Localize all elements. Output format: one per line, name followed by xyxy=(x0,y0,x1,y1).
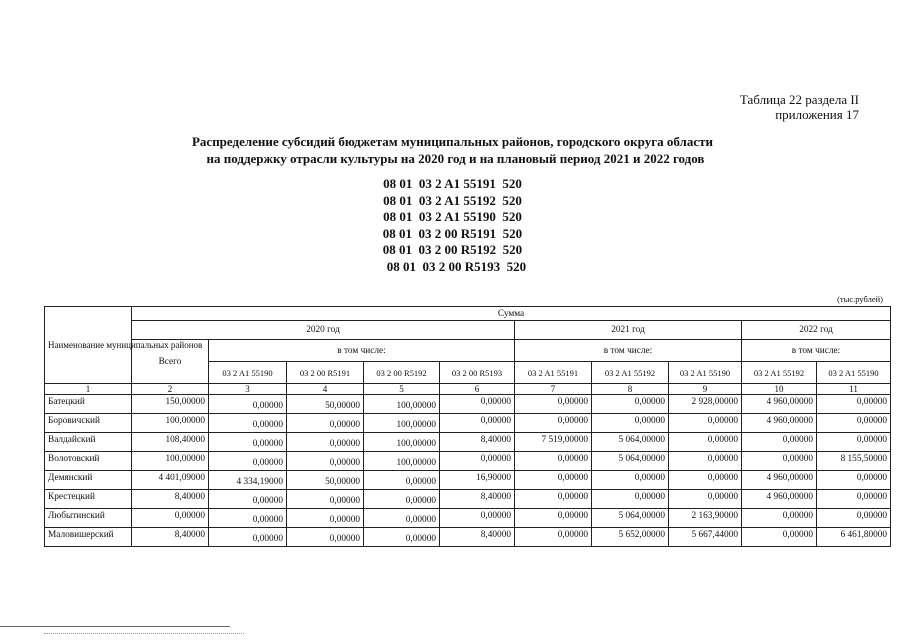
table-cell: 100,00000 xyxy=(132,452,209,471)
subcol-header: 03 2 A1 55190 xyxy=(669,362,742,384)
table-cell: 0,00000 xyxy=(209,433,287,452)
subcol-header: 03 2 A1 55191 xyxy=(515,362,592,384)
table-cell: 0,00000 xyxy=(817,471,891,490)
subcol-header: 03 2 A1 55190 xyxy=(817,362,891,384)
column-number: 6 xyxy=(440,384,515,395)
reference-line-1: Таблица 22 раздела II xyxy=(739,92,859,107)
table-row xyxy=(45,395,891,414)
budget-codes xyxy=(0,176,905,276)
column-number: 3 xyxy=(209,384,287,395)
table-cell: 0,00000 xyxy=(817,509,891,528)
district-name: Валдайский xyxy=(45,433,132,452)
district-name: Боровичский xyxy=(45,414,132,433)
table-row xyxy=(45,414,891,433)
column-number: 5 xyxy=(364,384,440,395)
table-cell: 0,00000 xyxy=(209,452,287,471)
table-cell: 4 960,00000 xyxy=(742,395,817,414)
table-cell: 100,00000 xyxy=(364,414,440,433)
table-cell: 0,00000 xyxy=(817,490,891,509)
table-cell: 0,00000 xyxy=(742,452,817,471)
table-cell: 0,00000 xyxy=(817,433,891,452)
footer-divider xyxy=(0,626,230,627)
table-cell: 2 163,90000 xyxy=(669,509,742,528)
column-number: 2 xyxy=(132,384,209,395)
column-number: 10 xyxy=(742,384,817,395)
year-2022-header: 2022 год xyxy=(742,321,891,340)
title-line-2: на поддержку отрасли культуры на 2020 год и на плановый период 2021 и 2022 годов xyxy=(206,151,705,166)
sum-header: Сумма xyxy=(132,307,891,321)
table-cell: 0,00000 xyxy=(364,528,440,547)
table-cell: 8 155,50000 xyxy=(817,452,891,471)
table-cell: 5 064,00000 xyxy=(592,452,669,471)
footer-divider-dotted xyxy=(44,633,244,634)
document-title xyxy=(0,133,905,167)
table-cell: 0,00000 xyxy=(515,471,592,490)
column-number: 1 xyxy=(45,384,132,395)
district-name: Любытинский xyxy=(45,509,132,528)
budget-code: 08 01 03 2 00 R5191 520 xyxy=(382,225,523,241)
table-cell: 0,00000 xyxy=(440,414,515,433)
subsidy-table xyxy=(44,306,891,547)
table-cell: 4 960,00000 xyxy=(742,490,817,509)
table-cell: 0,00000 xyxy=(440,395,515,414)
district-name: Крестецкий xyxy=(45,490,132,509)
table-cell: 0,00000 xyxy=(817,414,891,433)
subcol-header: 03 2 00 R5193 xyxy=(440,362,515,384)
budget-code: 08 01 03 2 A1 55191 520 xyxy=(383,176,522,191)
table-cell: 0,00000 xyxy=(209,509,287,528)
table-cell: 0,00000 xyxy=(515,490,592,509)
table-cell: 8,40000 xyxy=(132,490,209,509)
subcol-header: 03 2 00 R5191 xyxy=(287,362,364,384)
table-cell: 0,00000 xyxy=(287,490,364,509)
table-cell: 0,00000 xyxy=(515,528,592,547)
table-cell: 50,00000 xyxy=(287,471,364,490)
column-number: 9 xyxy=(669,384,742,395)
budget-code: 08 01 03 2 A1 55192 520 xyxy=(383,192,522,208)
table-cell: 0,00000 xyxy=(515,452,592,471)
table-cell: 0,00000 xyxy=(209,490,287,509)
table-cell: 8,40000 xyxy=(440,528,515,547)
table-cell: 0,00000 xyxy=(515,414,592,433)
budget-code: 08 01 03 2 00 R5192 520 xyxy=(382,242,523,258)
incl-2021-header: в том числе: xyxy=(515,340,742,362)
district-name: Волотовский xyxy=(45,452,132,471)
table-cell: 5 667,44000 xyxy=(669,528,742,547)
table-cell: 0,00000 xyxy=(669,414,742,433)
table-cell: 0,00000 xyxy=(132,509,209,528)
subcol-header: 03 2 A1 55192 xyxy=(742,362,817,384)
column-number: 11 xyxy=(817,384,891,395)
table-cell: 0,00000 xyxy=(742,509,817,528)
table-cell: 0,00000 xyxy=(669,433,742,452)
incl-2020-header: в том числе: xyxy=(209,340,515,362)
table-cell: 0,00000 xyxy=(515,395,592,414)
table-row xyxy=(45,509,891,528)
table-cell: 8,40000 xyxy=(440,433,515,452)
subcol-header: 03 2 A1 55190 xyxy=(209,362,287,384)
table-cell: 0,00000 xyxy=(209,528,287,547)
subcol-header: 03 2 00 R5192 xyxy=(364,362,440,384)
table-cell: 2 928,00000 xyxy=(669,395,742,414)
table-cell: 0,00000 xyxy=(287,452,364,471)
table-row xyxy=(45,471,891,490)
table-cell: 0,00000 xyxy=(592,395,669,414)
table-cell: 8,40000 xyxy=(132,528,209,547)
table-cell: 5 064,00000 xyxy=(592,509,669,528)
table-cell: 0,00000 xyxy=(592,414,669,433)
table-cell: 0,00000 xyxy=(287,528,364,547)
table-cell: 108,40000 xyxy=(132,433,209,452)
total-header: Всего xyxy=(132,340,209,384)
column-number-row xyxy=(45,384,891,395)
table-row xyxy=(45,528,891,547)
table-cell: 0,00000 xyxy=(742,433,817,452)
incl-2022-header: в том числе: xyxy=(742,340,891,362)
table-cell: 100,00000 xyxy=(132,414,209,433)
table-cell: 4 960,00000 xyxy=(742,414,817,433)
table-row xyxy=(45,452,891,471)
district-name: Батецкий xyxy=(45,395,132,414)
column-number: 7 xyxy=(515,384,592,395)
column-number: 8 xyxy=(592,384,669,395)
table-cell: 100,00000 xyxy=(364,395,440,414)
table-cell: 0,00000 xyxy=(209,414,287,433)
table-cell: 0,00000 xyxy=(364,509,440,528)
table-row xyxy=(45,490,891,509)
table-cell: 5 064,00000 xyxy=(592,433,669,452)
table-cell: 0,00000 xyxy=(669,490,742,509)
table-cell: 100,00000 xyxy=(364,452,440,471)
table-cell: 100,00000 xyxy=(364,433,440,452)
table-cell: 4 960,00000 xyxy=(742,471,817,490)
year-2021-header: 2021 год xyxy=(515,321,742,340)
table-cell: 8,40000 xyxy=(440,490,515,509)
table-cell: 16,90000 xyxy=(440,471,515,490)
table-reference xyxy=(740,92,859,122)
table-row xyxy=(45,433,891,452)
table-cell: 0,00000 xyxy=(669,452,742,471)
table-cell: 0,00000 xyxy=(287,414,364,433)
table-cell: 0,00000 xyxy=(817,395,891,414)
table-cell: 50,00000 xyxy=(287,395,364,414)
subcol-header: 03 2 A1 55192 xyxy=(592,362,669,384)
table-cell: 4 401,09000 xyxy=(132,471,209,490)
table-cell: 0,00000 xyxy=(209,395,287,414)
table-cell: 0,00000 xyxy=(669,471,742,490)
table-cell: 6 461,80000 xyxy=(817,528,891,547)
table-cell: 7 519,00000 xyxy=(515,433,592,452)
table-cell: 0,00000 xyxy=(440,509,515,528)
year-2020-header: 2020 год xyxy=(132,321,515,340)
units-label: (тыс.рублей) xyxy=(837,294,883,304)
table-cell: 0,00000 xyxy=(364,471,440,490)
table-cell: 4 334,19000 xyxy=(209,471,287,490)
table-cell: 150,00000 xyxy=(132,395,209,414)
table-cell: 0,00000 xyxy=(592,471,669,490)
budget-code: 08 01 03 2 00 R5193 520 xyxy=(386,258,527,274)
name-column-header: Наименование муниципальных районов xyxy=(45,307,132,384)
table-cell: 0,00000 xyxy=(440,452,515,471)
table-cell: 0,00000 xyxy=(364,490,440,509)
table-cell: 0,00000 xyxy=(287,433,364,452)
table-cell: 0,00000 xyxy=(515,509,592,528)
table-cell: 0,00000 xyxy=(287,509,364,528)
table-cell: 5 652,00000 xyxy=(592,528,669,547)
table-body xyxy=(45,395,891,547)
column-number: 4 xyxy=(287,384,364,395)
budget-code: 08 01 03 2 A1 55190 520 xyxy=(383,209,522,225)
title-line-1: Распределение субсидий бюджетам муниципальных районов, городского округа области xyxy=(191,134,713,149)
district-name: Демянский xyxy=(45,471,132,490)
table-cell: 0,00000 xyxy=(742,528,817,547)
table-cell: 0,00000 xyxy=(592,490,669,509)
reference-line-2: приложения 17 xyxy=(775,107,859,122)
district-name: Маловишерский xyxy=(45,528,132,547)
